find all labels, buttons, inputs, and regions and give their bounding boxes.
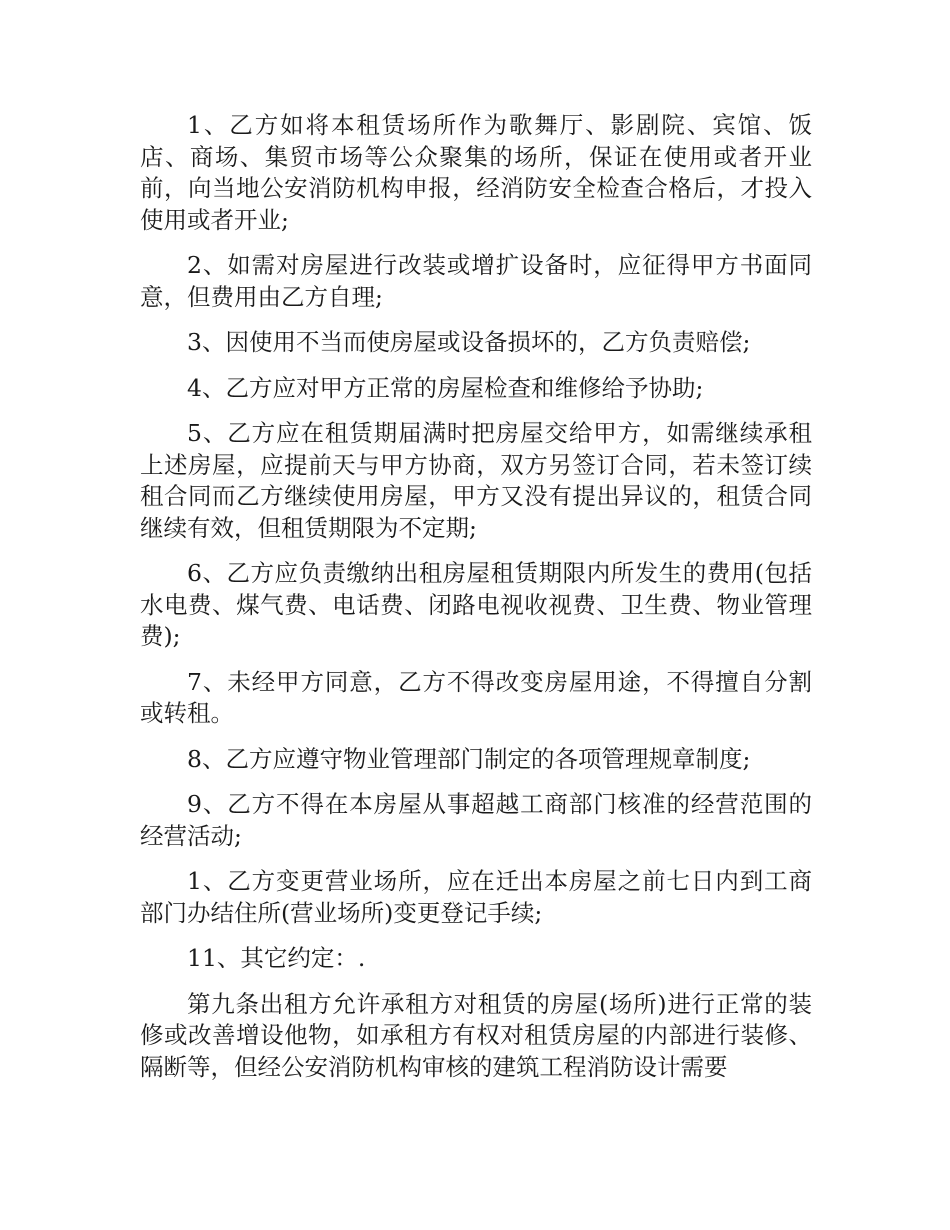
clause-8: 8、乙方应遵守物业管理部门制定的各项管理规章制度; [187, 744, 751, 773]
clause-4: 4、乙方应对甲方正常的房屋检查和维修给予协助; [187, 373, 704, 402]
article-9: 第九条出租方允许承租方对租赁的房屋(场所)进行正常的装修或改善增设他物，如承租方有权对租赁房屋的内部进行装修、隔断等，但经公安消防机构审核的建筑工程消防设计需要 [140, 989, 812, 1081]
clause-7: 7、未经甲方同意，乙方不得改变房屋用途，不得擅自分割或转租。 [140, 667, 812, 727]
clause-1: 1、乙方如将本租赁场所作为歌舞厅、影剧院、宾馆、饭店、商场、集贸市场等公众聚集的场所，保证在使用或者开业前，向当地公安消防机构申报，经消防安全检查合格后，才投入使用或者开业; [140, 111, 812, 234]
clause-5: 5、乙方应在租赁期届满时把房屋交给甲方，如需继续承租上述房屋，应提前天与甲方协商，双方另签订合同，若未签订续租合同而乙方继续使用房屋，甲方又没有提出异议的，租赁合同继续有效，但租赁期限为不定期; [140, 419, 812, 542]
clause-6: 6、乙方应负责缴纳出租房屋租赁期限内所发生的费用(包括水电费、煤气费、电话费、闭路电视收视费、卫生费、物业管理费); [140, 559, 812, 650]
clause-3: 3、因使用不当而使房屋或设备损坏的，乙方负责赔偿; [187, 328, 751, 356]
clause-11: 11、其它约定：. [187, 944, 366, 972]
document-page [140, 110, 812, 1097]
clause-2: 2、如需对房屋进行改装或增扩设备时，应征得甲方书面同意，但费用由乙方自理; [140, 251, 812, 311]
clause-10: 1、乙方变更营业场所，应在迁出本房屋之前七日内到工商部门办结住所(营业场所)变更登记手续; [140, 867, 812, 927]
clause-9: 9、乙方不得在本房屋从事超越工商部门核准的经营范围的经营活动; [140, 790, 812, 850]
